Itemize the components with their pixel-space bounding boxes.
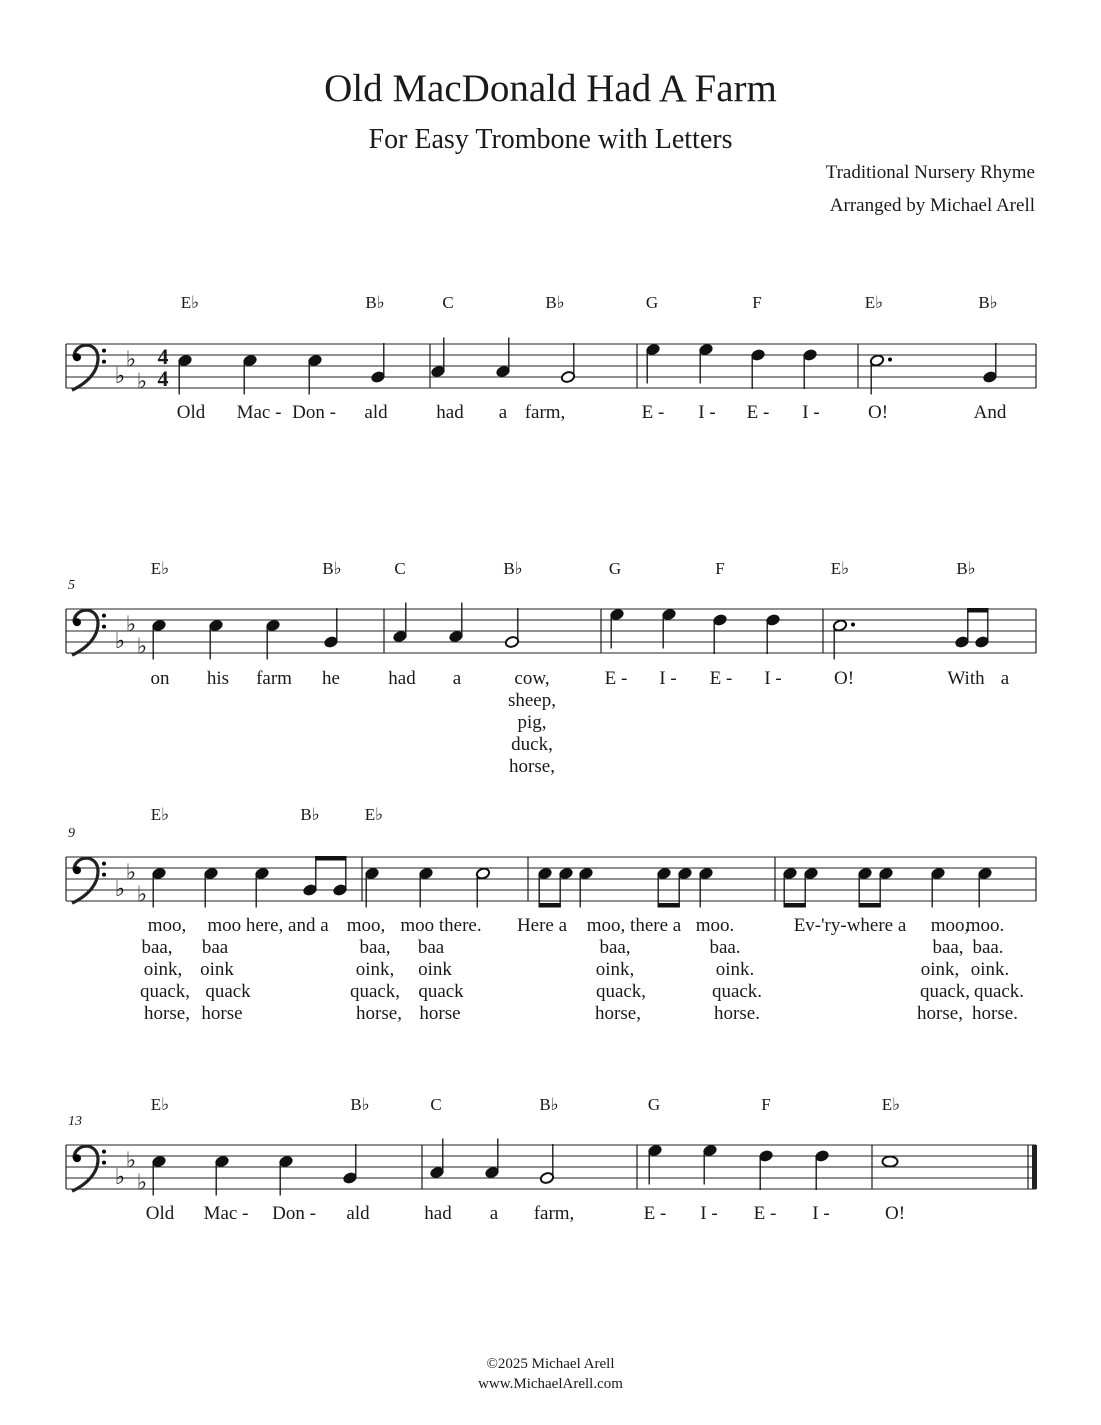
chord-symbol: B♭ [300, 805, 320, 824]
clef-curve [72, 858, 98, 903]
lyric-syllable: Old [145, 1203, 175, 1224]
chord-symbol: E♭ [864, 293, 884, 312]
lyric-syllable: sheep, [507, 690, 557, 711]
flat-sign: ♭ [136, 368, 148, 394]
composer-credit: Traditional Nursery Rhyme [825, 162, 1035, 183]
lyric-syllable: horse, [356, 1003, 402, 1024]
chord-symbol: F [761, 1095, 771, 1114]
lyric-syllable: Don - [272, 1203, 316, 1224]
lyric-syllable: oink [200, 959, 234, 980]
flat-sign: ♭ [136, 633, 148, 659]
lyric-syllable: baa, [359, 937, 391, 958]
lyric-syllable: had [388, 668, 416, 689]
lyric-syllable: ald [346, 1203, 370, 1224]
lyric-syllable: quack [418, 981, 464, 1002]
chord-symbol: F [715, 559, 725, 578]
staff-system [66, 603, 1036, 660]
lyric-syllable: Mac - [236, 402, 282, 423]
clef-dot [102, 625, 106, 629]
clef-dot [102, 1161, 106, 1165]
chord-symbol: E♭ [150, 1095, 170, 1114]
lyric-syllable: moo, there a [586, 915, 682, 936]
chord-symbol: C [394, 559, 406, 578]
clef-curve [72, 345, 98, 390]
lyric-syllable: horse. [714, 1003, 760, 1024]
lyric-syllable: oink [418, 959, 452, 980]
flat-sign: ♭ [136, 881, 148, 907]
lyric-syllable: moo there. [400, 915, 482, 936]
lyric-syllable: horse, [144, 1003, 190, 1024]
lyric-syllable: oink, [920, 959, 960, 980]
lyric-syllable: E - [604, 668, 628, 689]
lyric-syllable: baa [201, 937, 229, 958]
lyric-syllable: I - [659, 668, 677, 689]
lyric-syllable: O! [833, 668, 855, 689]
staff-system [66, 1139, 1037, 1196]
lyric-syllable: quack. [973, 981, 1025, 1002]
chord-symbol: C [442, 293, 454, 312]
clef-dot [102, 1150, 106, 1154]
lyric-syllable: on [150, 668, 170, 689]
note-beam [784, 903, 806, 908]
lyric-syllable: E - [641, 402, 665, 423]
bass-clef-icon [72, 610, 106, 655]
chord-symbol: E♭ [364, 805, 384, 824]
lyric-syllable: I - [698, 402, 716, 423]
lyric-syllable: Ev-'ry-where a [793, 915, 907, 936]
lyric-syllable: moo, [147, 915, 187, 936]
lyric-syllable: a [489, 1203, 499, 1224]
lyric-syllable: baa. [709, 937, 741, 958]
page-subtitle: For Easy Trombone with Letters [368, 124, 733, 155]
lyric-syllable: moo here, and a [207, 915, 329, 936]
clef-curve [72, 610, 98, 655]
chord-symbol: E♭ [180, 293, 200, 312]
lyric-syllable: had [436, 402, 464, 423]
lyric-syllable: horse, [595, 1003, 641, 1024]
lyric-syllable: E - [753, 1203, 777, 1224]
note-beam [658, 903, 680, 908]
chord-symbol: B♭ [539, 1095, 559, 1114]
clef-head [73, 1154, 81, 1162]
lyric-syllable: I - [700, 1203, 718, 1224]
flat-sign: ♭ [125, 611, 137, 637]
lyric-syllable: oink, [143, 959, 183, 980]
flat-sign: ♭ [114, 1164, 126, 1189]
lyric-syllable: horse [201, 1003, 243, 1024]
flat-sign: ♭ [136, 1169, 148, 1195]
lyric-syllable: oink, [355, 959, 395, 980]
lyric-syllable: oink. [715, 959, 755, 980]
lyric-syllable: duck, [511, 734, 553, 755]
lyric-syllable: quack [205, 981, 251, 1002]
chord-symbol: E♭ [150, 559, 170, 578]
staff-system [66, 338, 1036, 395]
note-beam [859, 903, 881, 908]
lyric-syllable: had [424, 1203, 452, 1224]
measure-number: 13 [68, 1114, 82, 1129]
chord-symbol: C [430, 1095, 442, 1114]
lyric-syllable: horse [419, 1003, 461, 1024]
lyric-syllable: I - [802, 402, 820, 423]
lyric-syllable: oink. [970, 959, 1010, 980]
clef-head [73, 353, 81, 361]
lyric-syllable: moo. [965, 915, 1005, 936]
augmentation-dot [888, 358, 892, 362]
bass-clef-icon [72, 345, 106, 390]
final-barline [1032, 1145, 1037, 1189]
lyric-syllable: baa, [932, 937, 964, 958]
lyric-syllable: moo, [346, 915, 386, 936]
lyric-syllable: his [206, 668, 230, 689]
lyric-syllable: farm [256, 668, 292, 689]
chord-symbol: B♭ [978, 293, 998, 312]
augmentation-dot [851, 623, 855, 627]
lyric-syllable: Mac - [203, 1203, 249, 1224]
lyric-syllable: baa. [972, 937, 1004, 958]
clef-head [73, 866, 81, 874]
lyric-syllable: Here a [516, 915, 568, 936]
notehead [883, 1157, 898, 1167]
lyric-syllable: quack, [595, 981, 647, 1002]
chord-symbol: B♭ [322, 559, 342, 578]
flat-sign: ♭ [114, 628, 126, 653]
clef-dot [102, 873, 106, 877]
website-text: www.MichaelArell.com [478, 1376, 623, 1392]
lyric-syllable: E - [643, 1203, 667, 1224]
chord-symbol: B♭ [545, 293, 565, 312]
page-title: Old MacDonald Had A Farm [324, 67, 777, 110]
measure-number: 9 [68, 826, 75, 841]
chord-symbol: G [645, 293, 659, 312]
lyric-syllable: baa, [141, 937, 173, 958]
chord-symbol: B♭ [956, 559, 976, 578]
lyric-syllable: horse. [972, 1003, 1018, 1024]
copyright-text: ©2025 Michael Arell [486, 1356, 615, 1372]
lyric-syllable: quack. [711, 981, 763, 1002]
flat-sign: ♭ [125, 1147, 137, 1173]
lyric-syllable: moo. [695, 915, 735, 936]
lyric-syllable: a [452, 668, 462, 689]
lyric-syllable: baa [417, 937, 445, 958]
lyric-syllable: ald [364, 402, 388, 423]
staff-system [66, 856, 1036, 908]
lyric-syllable: moo, [930, 915, 970, 936]
chord-symbol: F [752, 293, 762, 312]
lyric-syllable: horse, [917, 1003, 963, 1024]
lyric-syllable: O! [867, 402, 889, 423]
lyric-syllable: he [322, 668, 340, 689]
bass-clef-icon [72, 858, 106, 903]
lyric-syllable: quack, [349, 981, 401, 1002]
flat-sign: ♭ [114, 876, 126, 901]
chord-symbol: B♭ [365, 293, 385, 312]
clef-head [73, 618, 81, 626]
flat-sign: ♭ [125, 346, 137, 372]
note-beam [315, 856, 346, 861]
lyric-syllable: oink, [595, 959, 635, 980]
lyric-syllable: farm, [533, 1203, 575, 1224]
clef-dot [102, 349, 106, 353]
flat-sign: ♭ [114, 363, 126, 388]
arranger-credit: Arranged by Michael Arell [829, 195, 1035, 216]
lyric-syllable: a [498, 402, 508, 423]
lyric-syllable: baa, [599, 937, 631, 958]
lyric-syllable: farm, [524, 402, 566, 423]
note-beam [967, 608, 988, 613]
bass-clef-icon [72, 1146, 106, 1191]
chord-symbol: G [647, 1095, 661, 1114]
lyric-syllable: With [947, 668, 985, 689]
lyric-syllable: O! [884, 1203, 906, 1224]
clef-dot [102, 360, 106, 364]
lyric-syllable: quack, [139, 981, 191, 1002]
chord-symbol: E♭ [881, 1095, 901, 1114]
lyric-syllable: Old [176, 402, 206, 423]
measure-number: 5 [68, 578, 75, 593]
time-signature-numerator: 4 [157, 344, 169, 369]
lyric-syllable: And [973, 402, 1007, 423]
chord-symbol: E♭ [830, 559, 850, 578]
lyric-syllable: cow, [514, 668, 550, 689]
lyric-syllable: E - [709, 668, 733, 689]
lyric-syllable: E - [746, 402, 770, 423]
time-signature-denominator: 4 [157, 366, 169, 391]
clef-dot [102, 862, 106, 866]
chord-symbol: E♭ [150, 805, 170, 824]
chord-symbol: B♭ [503, 559, 523, 578]
flat-sign: ♭ [125, 859, 137, 885]
lyric-syllable: Don - [292, 402, 336, 423]
clef-dot [102, 614, 106, 618]
lyric-syllable: I - [764, 668, 782, 689]
lyric-syllable: pig, [517, 712, 547, 733]
clef-curve [72, 1146, 98, 1191]
lyric-syllable: I - [812, 1203, 830, 1224]
lyric-syllable: quack, [919, 981, 971, 1002]
lyric-syllable: horse, [509, 756, 555, 777]
chord-symbol: G [608, 559, 622, 578]
chord-symbol: B♭ [350, 1095, 370, 1114]
note-beam [539, 903, 561, 908]
lyric-syllable: a [1000, 668, 1010, 689]
